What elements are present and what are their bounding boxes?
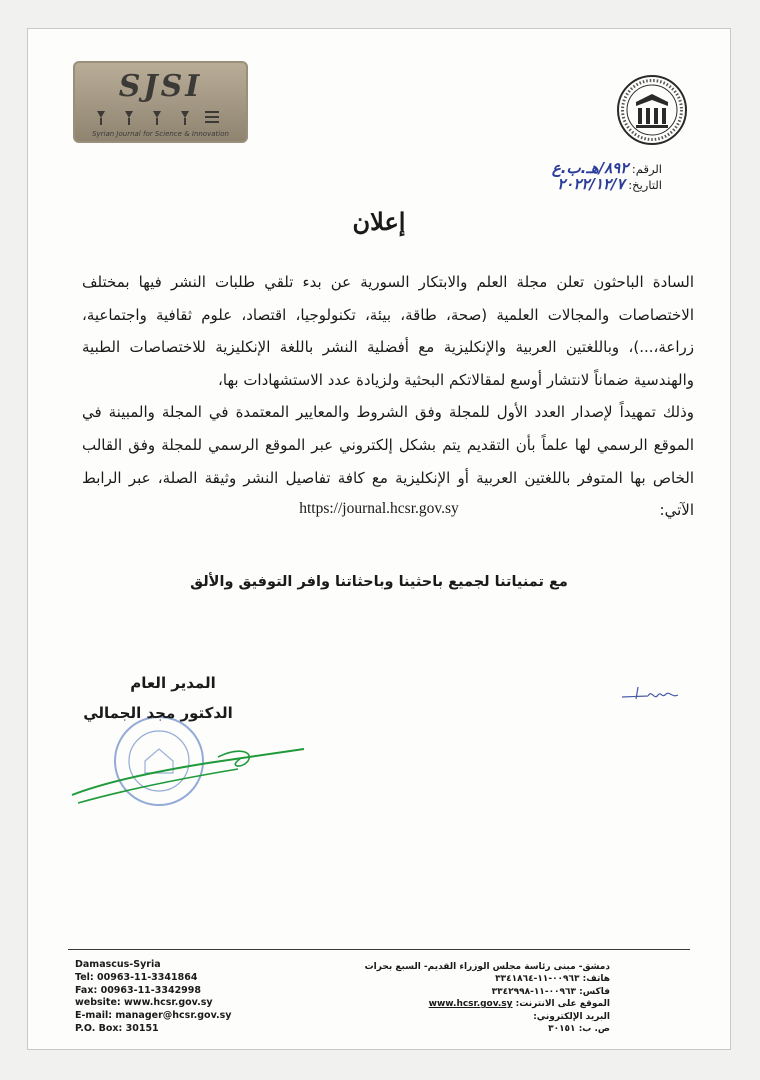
sjsi-journal-logo xyxy=(73,61,248,143)
journal-logo-title: SJSI xyxy=(118,69,203,104)
hcsr-emblem-icon xyxy=(616,74,688,146)
footer-contact-english xyxy=(75,959,231,1036)
closing-wishes: مع تمنياتنا لجميع باحثينا وباحثاتنا وافر التوفيق والألق xyxy=(190,574,568,590)
footer-ar-phone-value: ٠٠٩٦٣-١١-٣٣٤١٨٦٤ xyxy=(495,974,580,985)
footer-ar-phone-line xyxy=(365,973,610,985)
reference-label: الرقم: xyxy=(631,162,662,176)
footer-city: Damascus-Syria xyxy=(75,959,161,970)
announcement-title: إعلان xyxy=(352,207,406,236)
footer-ar-website-label: الموقع على الانترنت: xyxy=(515,999,610,1010)
footer-ar-phone-label: هاتف: xyxy=(582,974,610,985)
footer-ar-pobox-value: ٣٠١٥١ xyxy=(548,1024,576,1035)
signatory-position: المدير العام xyxy=(130,674,216,692)
footer-divider xyxy=(68,949,690,950)
footer-ar-email-label: البريد الإلكتروني: xyxy=(533,1011,610,1022)
handwritten-signature-icon xyxy=(68,729,308,809)
letter-page xyxy=(27,28,731,1050)
footer-ar-pobox-line xyxy=(365,1023,610,1035)
footer-website[interactable]: website: www.hcsr.gov.sy xyxy=(75,997,213,1009)
footer-ar-fax-line xyxy=(365,986,610,998)
footer-ar-website-link[interactable]: www.hcsr.gov.sy xyxy=(428,999,513,1010)
footer-ar-fax-label: فاكس: xyxy=(579,986,610,997)
footer-ar-website-line xyxy=(365,998,610,1010)
footer-ar-address: دمشق- مبنى رئاسة مجلس الوزراء القديم- السبع بحرات xyxy=(364,962,610,972)
footer-pobox: P.O. Box: 30151 xyxy=(75,1022,159,1034)
date-line xyxy=(552,177,662,193)
journal-logo-subtitle: Syrian Journal for Science & Innovation xyxy=(92,130,229,138)
cuneiform-decoration-icon xyxy=(93,109,233,127)
date-label: التاريخ: xyxy=(628,178,662,192)
handwritten-initials-icon xyxy=(618,679,688,709)
date-value: ٢٠٢٢/١٢/٧ xyxy=(557,175,625,193)
signatory-name: الدكتور مجد الجمالي xyxy=(83,704,233,722)
footer-tel: Tel: 00963-11-3341864 xyxy=(75,971,198,983)
announcement-body xyxy=(82,266,694,527)
announcement-paragraph-1: السادة الباحثون تعلن مجلة العلم والابتكار السورية عن بدء تلقي طلبات النشر فيها بمختلف الاختصاصات والمجالات العلمية (صحة، طاقة، بيئة، تكنولوجيا، اقتصاد، علوم ثقافية واجتماعية، زراعة،...)، وباللغتين العربية والإنكليزية مع أفضلية النشر باللغة الإنكليزية للاختصاصات الطبية والهندسية ضماناً لانتشار أوسع لمقالاتكم البحثية ولزيادة عدد الاستشهادات بها، xyxy=(82,273,694,389)
footer-ar-fax-value: ٠٠٩٦٣-١١-٣٣٤٢٩٩٨ xyxy=(491,986,577,997)
footer-fax: Fax: 00963-11-3342998 xyxy=(75,984,202,996)
announcement-paragraph-2: وذلك تمهيداً لإصدار العدد الأول للمجلة وفق الشروط والمعايير المعتمدة في المجلة والمبينة في الموقع الرسمي لها علماً بأن التقديم يتم بشكل إلكتروني عبر الموقع الرسمي للمجلة وفق القالب الخاص بها المتوفر باللغتين العربية أو الإنكليزية مع كافة تفاصيل النشر وثيقة الصلة، عبر الرابط الآتي: xyxy=(82,403,694,520)
footer-email[interactable]: E-mail: manager@hcsr.gov.sy xyxy=(75,1010,232,1022)
footer-contact-arabic xyxy=(365,961,610,1035)
journal-url-link[interactable]: https://journal.hcsr.gov.sy xyxy=(299,500,459,517)
footer-ar-pobox-label: ص. ب: xyxy=(578,1024,610,1035)
reference-block xyxy=(552,161,662,193)
reference-value: ٨٩٢/هـ.ب.ع xyxy=(551,159,629,177)
